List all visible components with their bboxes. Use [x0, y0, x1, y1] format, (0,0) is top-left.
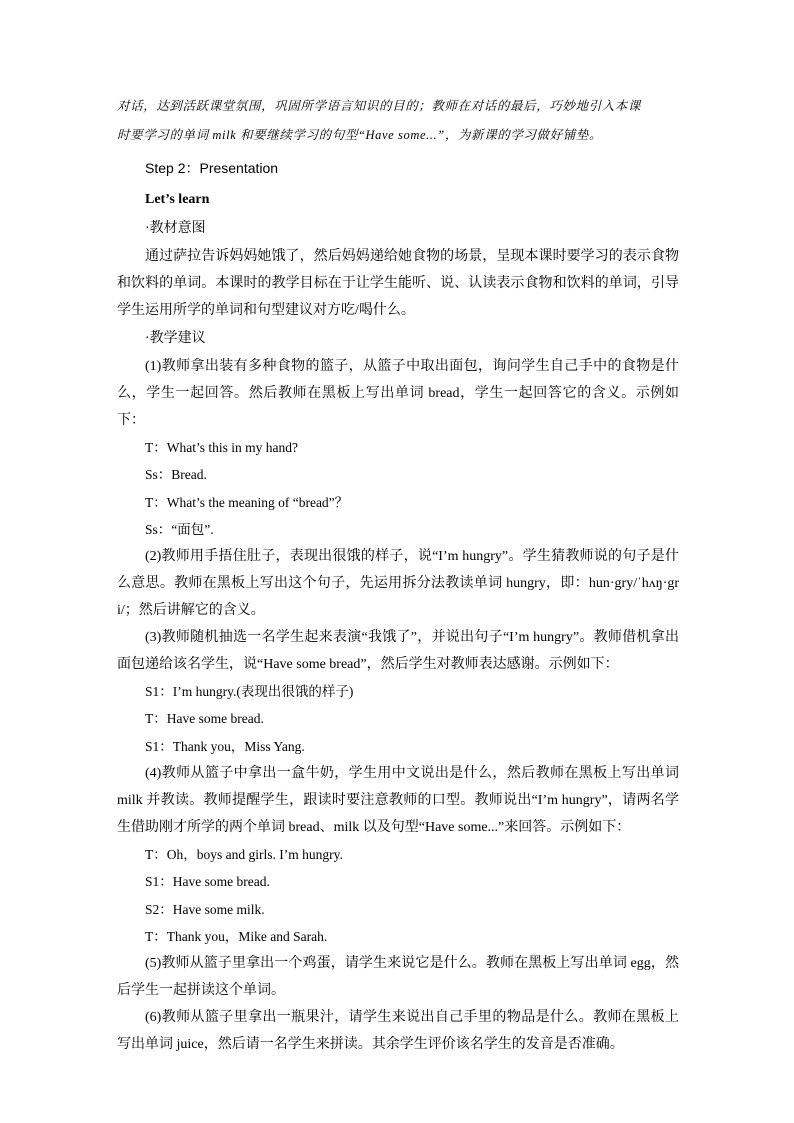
dialog-line: T：What’s the meaning of “bread”？: [145, 494, 349, 510]
lets-learn-heading: Let’s learn: [145, 192, 210, 207]
teaching-item-2: (2)教师用手捂住肚子，表现出很饿的样子，说“I’m hungry”。学生猜教师说的句子是什么意思。教师在黑板上写出这个句子，先运用拆分法教读单词 hungry，即：hun·gry/ˈhʌŋ·gri/；然后讲解它的含义。: [117, 549, 679, 619]
teaching-item-3: (3)教师随机抽选一名学生起来表演“我饿了”，并说出句子“I’m hungry”。教师借机拿出面包递给该名学生，说“Have some bread”，然后学生对教师表达感谢。示例如下：: [117, 630, 679, 673]
teaching-item-6: (6)教师从篮子里拿出一瓶果汁，请学生来说出自己手里的物品是什么。教师在黑板上写出单词 juice，然后请一名学生来拼读。其余学生评价该名学生的发音是否准确。: [117, 1010, 679, 1053]
dialog-line: Ss：“面包”.: [145, 521, 214, 537]
teaching-item-4: (4)教师从篮子中拿出一盒牛奶，学生用中文说出是什么，然后教师在黑板上写出单词 milk 并教读。教师提醒学生，跟读时要注意教师的口型。教师说出“I’m hungry”，请两名学生借助刚才所学的两个单词 bread、milk 以及句型“Have some...”来回答。示例如下：: [117, 766, 679, 836]
textbook-intent-heading: ·教材意图: [145, 221, 206, 236]
teaching-suggestion-heading: ·教学建议: [145, 331, 206, 346]
textbook-intent-paragraph: 通过萨拉告诉妈妈她饿了，然后妈妈递给她食物的场景，呈现本课时要学习的表示食物和饮料的单词。本课时的教学目标在于让学生能听、说、认读表示食物和饮料的单词，引导学生运用所学的单词和句型建议对方吃/喝什么。: [117, 249, 679, 318]
dialog-line: S1：Thank you，Miss Yang.: [145, 738, 305, 754]
dialog-line: Ss：Bread.: [145, 467, 207, 483]
dialog-line: T：Oh，boys and girls. I’m hungry.: [145, 847, 343, 863]
teaching-item-1: (1)教师拿出装有多种食物的篮子，从篮子中取出面包，询问学生自己手中的食物是什么，学生一起回答。然后教师在黑板上写出单词 bread，学生一起回答它的含义。示例如下：: [117, 359, 679, 428]
dialog-line: T：Have some bread.: [145, 711, 264, 727]
dialog-line: S1：I’m hungry.(表现出很饿的样子): [145, 684, 354, 700]
teaching-item-5: (5)教师从篮子里拿出一个鸡蛋，请学生来说它是什么。教师在黑板上写出单词 egg，然后学生一起拼读这个单词。: [117, 956, 679, 999]
dialog-line: T：What’s this in my hand?: [145, 440, 298, 455]
intro-line-1: 对话，达到活跃课堂氛围，巩固所学语言知识的目的；教师在对话的最后，巧妙地引入本课: [117, 99, 642, 113]
dialog-line: S2：Have some milk.: [145, 901, 265, 917]
document-page: [117, 92, 679, 1058]
step-2-heading: Step 2：Presentation: [145, 160, 279, 176]
intro-line-2: 时要学习的单词 milk 和要继续学习的句型“Have some...”，为新课的学习做好铺垫。: [117, 128, 603, 142]
dialog-line: T：Thank you，Mike and Sarah.: [145, 928, 328, 944]
dialog-line: S1：Have some bread.: [145, 874, 270, 890]
